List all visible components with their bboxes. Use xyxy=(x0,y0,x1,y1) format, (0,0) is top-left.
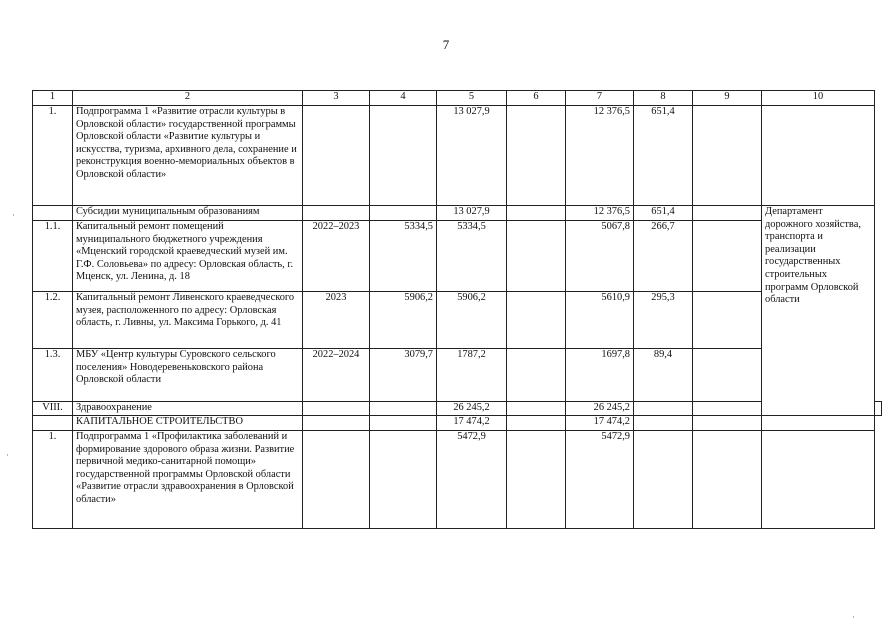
row-period: 2022–2023 xyxy=(303,221,370,292)
table-row xyxy=(33,221,882,292)
row-col10 xyxy=(762,416,875,431)
row-total: 13 027,9 xyxy=(437,206,507,221)
row-regional xyxy=(634,402,693,416)
row-total: 13 027,9 xyxy=(437,106,507,206)
row-federal: 26 245,2 xyxy=(566,402,634,416)
row-col9 xyxy=(693,416,762,431)
row-col6 xyxy=(507,292,566,349)
column-header: 10 xyxy=(762,91,875,106)
row-period xyxy=(303,431,370,529)
table-row xyxy=(33,292,882,349)
row-name: Здравоохранение xyxy=(73,402,303,416)
column-header: 4 xyxy=(370,91,437,106)
row-number xyxy=(33,206,73,221)
row-federal: 12 376,5 xyxy=(566,206,634,221)
row-federal: 12 376,5 xyxy=(566,106,634,206)
row-name: Капитальный ремонт помещений муниципального бюджетного учреждения «Мценский городской краеведческий музей им. Г.Ф. Соловьева» по адресу: Орловская область, г. Мценск, ул. Ленина, д. 18 xyxy=(73,221,303,292)
row-cost xyxy=(370,106,437,206)
column-header: 7 xyxy=(566,91,634,106)
row-federal: 1697,8 xyxy=(566,349,634,402)
column-header: 1 xyxy=(33,91,73,106)
row-cost: 5906,2 xyxy=(370,292,437,349)
row-col9 xyxy=(693,402,762,416)
scan-speck: · xyxy=(852,612,855,622)
row-name: МБУ «Центр культуры Суровского сельского поселения» Новодеревеньковского района Орловской области xyxy=(73,349,303,402)
row-col6 xyxy=(507,221,566,292)
row-regional: 295,3 xyxy=(634,292,693,349)
row-name: КАПИТАЛЬНОЕ СТРОИТЕЛЬСТВО xyxy=(73,416,303,431)
row-period xyxy=(303,106,370,206)
table-header-row xyxy=(33,91,882,106)
row-total: 1787,2 xyxy=(437,349,507,402)
row-cost: 3079,7 xyxy=(370,349,437,402)
row-cost xyxy=(370,402,437,416)
row-regional xyxy=(634,416,693,431)
row-col6 xyxy=(507,206,566,221)
row-name: Субсидии муниципальным образованиям xyxy=(73,206,303,221)
row-total: 17 474,2 xyxy=(437,416,507,431)
row-col9 xyxy=(693,221,762,292)
scan-speck: · xyxy=(12,210,15,220)
row-col10 xyxy=(762,106,875,206)
row-total: 5906,2 xyxy=(437,292,507,349)
row-number: 1.3. xyxy=(33,349,73,402)
row-col10 xyxy=(762,431,875,529)
row-number: VIII. xyxy=(33,402,73,416)
row-cost xyxy=(370,431,437,529)
column-header: 5 xyxy=(437,91,507,106)
row-name: Подпрограмма 1 «Развитие отрасли культуры в Орловской области» государственной программы Орловской области «Развитие культуры и искусства, туризма, архивного дела, сохранение и реконструкция военно-мемориальных объектов в Орловской области» xyxy=(73,106,303,206)
column-header: 3 xyxy=(303,91,370,106)
column-header: 2 xyxy=(73,91,303,106)
column-header: 8 xyxy=(634,91,693,106)
row-col6 xyxy=(507,416,566,431)
table-row xyxy=(33,431,882,529)
row-number xyxy=(33,416,73,431)
row-number: 1. xyxy=(33,106,73,206)
row-total: 26 245,2 xyxy=(437,402,507,416)
row-cost xyxy=(370,416,437,431)
row-federal: 5610,9 xyxy=(566,292,634,349)
budget-table xyxy=(32,90,882,529)
table-row xyxy=(33,349,882,402)
responsible-department: Департамент дорожного хозяйства, транспорта и реализации государственных строительных программ Орловской области xyxy=(762,206,875,416)
row-period: 2023 xyxy=(303,292,370,349)
row-cost xyxy=(370,206,437,221)
row-name: Капитальный ремонт Ливенского краеведческого музея, расположенного по адресу: Орловская область, г. Ливны, ул. Максима Горького, д. 41 xyxy=(73,292,303,349)
row-period xyxy=(303,402,370,416)
page-number: 7 xyxy=(442,37,450,52)
table-row xyxy=(33,206,882,221)
row-regional: 266,7 xyxy=(634,221,693,292)
row-col9 xyxy=(693,431,762,529)
scan-speck: · xyxy=(6,450,9,460)
column-header: 9 xyxy=(693,91,762,106)
row-col9 xyxy=(693,206,762,221)
column-header: 6 xyxy=(507,91,566,106)
row-number: 1. xyxy=(33,431,73,529)
table-row xyxy=(33,106,882,206)
row-total: 5472,9 xyxy=(437,431,507,529)
table-row xyxy=(33,416,882,431)
row-total: 5334,5 xyxy=(437,221,507,292)
row-col6 xyxy=(507,106,566,206)
row-col9 xyxy=(693,292,762,349)
row-col10 xyxy=(875,402,882,416)
row-period xyxy=(303,206,370,221)
row-col6 xyxy=(507,431,566,529)
row-number: 1.1. xyxy=(33,221,73,292)
row-federal: 17 474,2 xyxy=(566,416,634,431)
row-period xyxy=(303,416,370,431)
row-regional: 89,4 xyxy=(634,349,693,402)
row-col9 xyxy=(693,106,762,206)
row-col9 xyxy=(693,349,762,402)
row-regional xyxy=(634,431,693,529)
row-name: Подпрограмма 1 «Профилактика заболеваний и формирование здорового образа жизни. Развитие первичной медико-санитарной помощи» государственной программы Орловской области «Развитие отрасли здравоохранения в Орловской области» xyxy=(73,431,303,529)
row-number: 1.2. xyxy=(33,292,73,349)
row-period: 2022–2024 xyxy=(303,349,370,402)
row-regional: 651,4 xyxy=(634,106,693,206)
row-col6 xyxy=(507,402,566,416)
row-regional: 651,4 xyxy=(634,206,693,221)
row-federal: 5067,8 xyxy=(566,221,634,292)
row-col6 xyxy=(507,349,566,402)
row-cost: 5334,5 xyxy=(370,221,437,292)
row-federal: 5472,9 xyxy=(566,431,634,529)
table-row xyxy=(33,402,882,416)
